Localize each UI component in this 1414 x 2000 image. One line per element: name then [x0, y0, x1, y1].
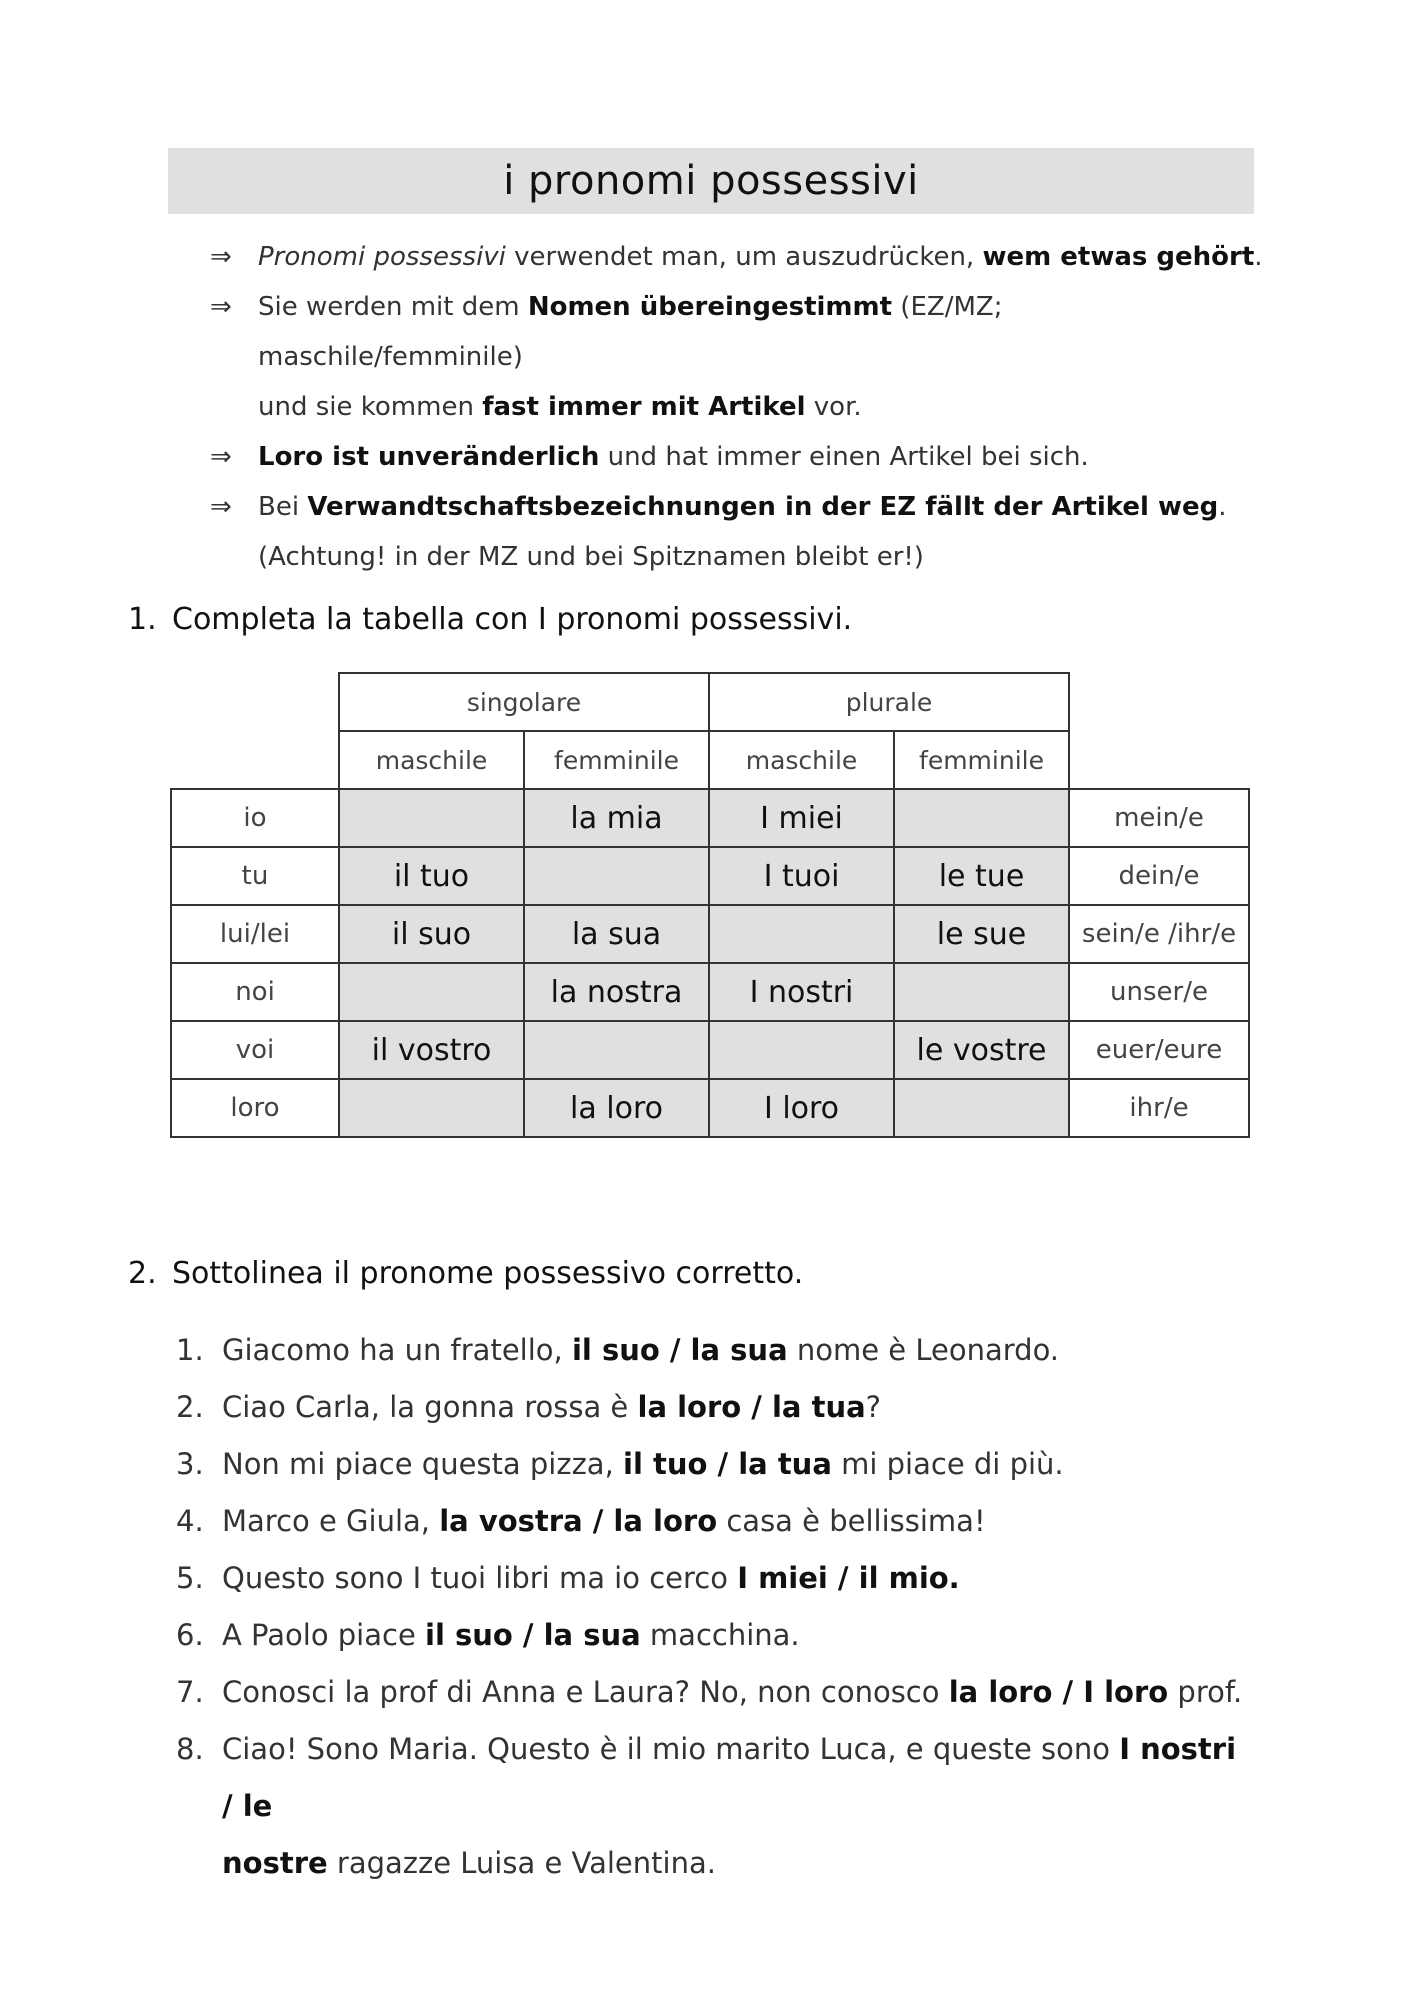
translation-cell: sein/e /ihr/e: [1069, 905, 1249, 963]
text-run: A Paolo piace: [222, 1618, 426, 1652]
pronoun-cell: io: [171, 789, 339, 847]
exercise-2-number: 2.: [128, 1256, 157, 1291]
group-header-row: [171, 673, 1249, 731]
text-run: prof.: [1168, 1675, 1243, 1709]
intro-notes: [210, 232, 1270, 582]
answer-cell: il vostro: [339, 1021, 524, 1079]
sentence-number: 5.: [176, 1561, 204, 1595]
bold-text: wem etwas gehört: [982, 242, 1255, 272]
bold-text: la loro / la tua: [637, 1390, 866, 1424]
blank-answer-cell[interactable]: [894, 789, 1069, 847]
header-sing-maschile: maschile: [339, 731, 524, 789]
sentence-item: [176, 1322, 1256, 1379]
sub-header-row: [171, 731, 1249, 789]
bold-text: I miei / il mio.: [737, 1561, 960, 1595]
bold-text: I nostri / le: [222, 1732, 1237, 1823]
table-row: [171, 789, 1249, 847]
text-run: vor.: [805, 392, 862, 422]
sentence-number: 1.: [176, 1333, 204, 1367]
bold-text: fast immer mit Artikel: [482, 392, 806, 422]
arrow-icon: ⇒: [210, 242, 232, 272]
sentence-item: [176, 1436, 1256, 1493]
exercise-2-title: Sottolinea il pronome possessivo corretto.: [172, 1256, 804, 1291]
pronoun-cell: loro: [171, 1079, 339, 1137]
answer-cell: il suo: [339, 905, 524, 963]
text-run: casa è bellissima!: [717, 1504, 986, 1538]
table-row: [171, 963, 1249, 1021]
text-run: mi piace di più.: [831, 1447, 1064, 1481]
blank-answer-cell[interactable]: [894, 963, 1069, 1021]
blank-answer-cell[interactable]: [339, 789, 524, 847]
intro-text: [258, 432, 1089, 482]
answer-cell: le vostre: [894, 1021, 1069, 1079]
bold-text: Verwandtschaftsbezeichnungen in der EZ fällt der Artikel weg: [307, 492, 1219, 522]
header-plur-maschile: maschile: [709, 731, 894, 789]
table-row: [171, 1079, 1249, 1137]
text-run: .: [1218, 492, 1227, 522]
sentence-text: [222, 1436, 1064, 1493]
text-run: .: [1254, 242, 1263, 272]
sentence-text: [222, 1835, 716, 1892]
translation-cell: mein/e: [1069, 789, 1249, 847]
intro-text: [258, 232, 1263, 282]
text-run: und hat immer einen Artikel bei sich.: [599, 442, 1089, 472]
sentence-text: [222, 1493, 986, 1550]
bold-text: Nomen übereingestimmt: [527, 292, 893, 322]
exercise-1-title: Completa la tabella con I pronomi possessivi.: [172, 602, 853, 637]
translation-cell: ihr/e: [1069, 1079, 1249, 1137]
bold-text: la loro / I loro: [948, 1675, 1169, 1709]
table-row: [171, 905, 1249, 963]
text-run: Sie werden mit dem: [258, 292, 528, 322]
answer-cell: le sue: [894, 905, 1069, 963]
bold-text: Loro ist unveränderlich: [258, 442, 600, 472]
pronoun-cell: noi: [171, 963, 339, 1021]
blank-answer-cell[interactable]: [894, 1079, 1069, 1137]
pronoun-cell: tu: [171, 847, 339, 905]
sentence-text: [222, 1664, 1242, 1721]
intro-bullet: [210, 232, 1270, 282]
intro-text: [258, 282, 1270, 382]
intro-text: [258, 392, 862, 422]
bold-text: il tuo / la tua: [623, 1447, 832, 1481]
header-plur-femminile: femminile: [894, 731, 1069, 789]
answer-cell: I miei: [709, 789, 894, 847]
sentence-text: [222, 1607, 800, 1664]
sentence-number: 4.: [176, 1504, 204, 1538]
empty-corner: [171, 731, 339, 789]
bold-text: il suo / la sua: [425, 1618, 641, 1652]
title-bar: [168, 148, 1254, 214]
text-run: Bei: [258, 492, 308, 522]
sentence-number: 6.: [176, 1618, 204, 1652]
intro-bullet-continuation: [210, 382, 1270, 432]
blank-answer-cell[interactable]: [709, 905, 894, 963]
answer-cell: I loro: [709, 1079, 894, 1137]
bold-text: il suo / la sua: [571, 1333, 788, 1367]
translation-cell: unser/e: [1069, 963, 1249, 1021]
answer-cell: le tue: [894, 847, 1069, 905]
sentence-item: [176, 1607, 1256, 1664]
sentence-number: 8.: [176, 1732, 204, 1766]
intro-text: [258, 482, 1226, 532]
answer-cell: il tuo: [339, 847, 524, 905]
empty-corner: [171, 673, 339, 731]
translation-cell: euer/eure: [1069, 1021, 1249, 1079]
sentence-item: [176, 1550, 1256, 1607]
blank-answer-cell[interactable]: [524, 847, 709, 905]
sentence-text: [222, 1721, 1256, 1835]
intro-bullet: [210, 482, 1270, 532]
text-run: Giacomo ha un fratello,: [222, 1333, 572, 1367]
answer-cell: I tuoi: [709, 847, 894, 905]
intro-text: [258, 542, 924, 572]
table-row: [171, 847, 1249, 905]
text-run: Ciao Carla, la gonna rossa è: [222, 1390, 638, 1424]
arrow-icon: ⇒: [210, 492, 232, 522]
sentence-text: [222, 1550, 960, 1607]
blank-answer-cell[interactable]: [339, 963, 524, 1021]
pronoun-cell: lui/lei: [171, 905, 339, 963]
pronoun-cell: voi: [171, 1021, 339, 1079]
italic-text: Pronomi possessivi: [258, 242, 506, 272]
sentence-item: [176, 1664, 1256, 1721]
answer-cell: la sua: [524, 905, 709, 963]
answer-cell: la mia: [524, 789, 709, 847]
sentence-continuation: [176, 1835, 1256, 1892]
arrow-icon: ⇒: [210, 292, 232, 322]
text-run: Non mi piace questa pizza,: [222, 1447, 624, 1481]
translation-cell: dein/e: [1069, 847, 1249, 905]
sentence-number: 3.: [176, 1447, 204, 1481]
text-run: verwendet man, um auszudrücken,: [505, 242, 983, 272]
possessive-table: [170, 672, 1250, 1138]
text-run: Questo sono I tuoi libri ma io cerco: [222, 1561, 738, 1595]
intro-bullet: [210, 282, 1270, 382]
blank-answer-cell[interactable]: [524, 1021, 709, 1079]
blank-answer-cell[interactable]: [339, 1079, 524, 1137]
page-title: i pronomi possessivi: [503, 158, 919, 204]
text-run: Marco e Giula,: [222, 1504, 440, 1538]
exercise-2-heading: [128, 1256, 803, 1291]
sentence-item: [176, 1379, 1256, 1436]
text-run: ragazze Luisa e Valentina.: [327, 1846, 716, 1880]
answer-cell: la nostra: [524, 963, 709, 1021]
header-singolare: singolare: [339, 673, 709, 731]
arrow-icon: ⇒: [210, 442, 232, 472]
sentence-number: 2.: [176, 1390, 204, 1424]
exercise-1-number: 1.: [128, 602, 157, 637]
text-run: nome è Leonardo.: [787, 1333, 1060, 1367]
text-run: (EZ/MZ; maschile/femminile): [258, 292, 1003, 372]
text-run: ?: [865, 1390, 882, 1424]
sentence-number: [176, 1835, 222, 1892]
text-run: Conosci la prof di Anna e Laura? No, non conosco: [222, 1675, 949, 1709]
empty-corner: [1069, 673, 1249, 731]
header-sing-femminile: femminile: [524, 731, 709, 789]
sentence-text: [222, 1322, 1059, 1379]
exercise-1-heading: [128, 602, 852, 637]
sentence-item: [176, 1721, 1256, 1835]
table-row: [171, 1021, 1249, 1079]
sentence-item: [176, 1493, 1256, 1550]
bold-text: la vostra / la loro: [439, 1504, 718, 1538]
header-plurale: plurale: [709, 673, 1069, 731]
answer-cell: la loro: [524, 1079, 709, 1137]
text-run: und sie kommen: [258, 392, 483, 422]
sentence-list: [176, 1322, 1256, 1892]
text-run: macchina.: [640, 1618, 800, 1652]
blank-answer-cell[interactable]: [709, 1021, 894, 1079]
sentence-text: [222, 1379, 881, 1436]
answer-cell: I nostri: [709, 963, 894, 1021]
text-run: (Achtung! in der MZ und bei Spitznamen bleibt er!): [258, 542, 924, 572]
text-run: Ciao! Sono Maria. Questo è il mio marito Luca, e queste sono: [222, 1732, 1120, 1766]
sentence-number: 7.: [176, 1675, 204, 1709]
empty-corner: [1069, 731, 1249, 789]
bold-text: nostre: [222, 1846, 328, 1880]
intro-bullet: [210, 432, 1270, 482]
intro-bullet-continuation: [210, 532, 1270, 582]
